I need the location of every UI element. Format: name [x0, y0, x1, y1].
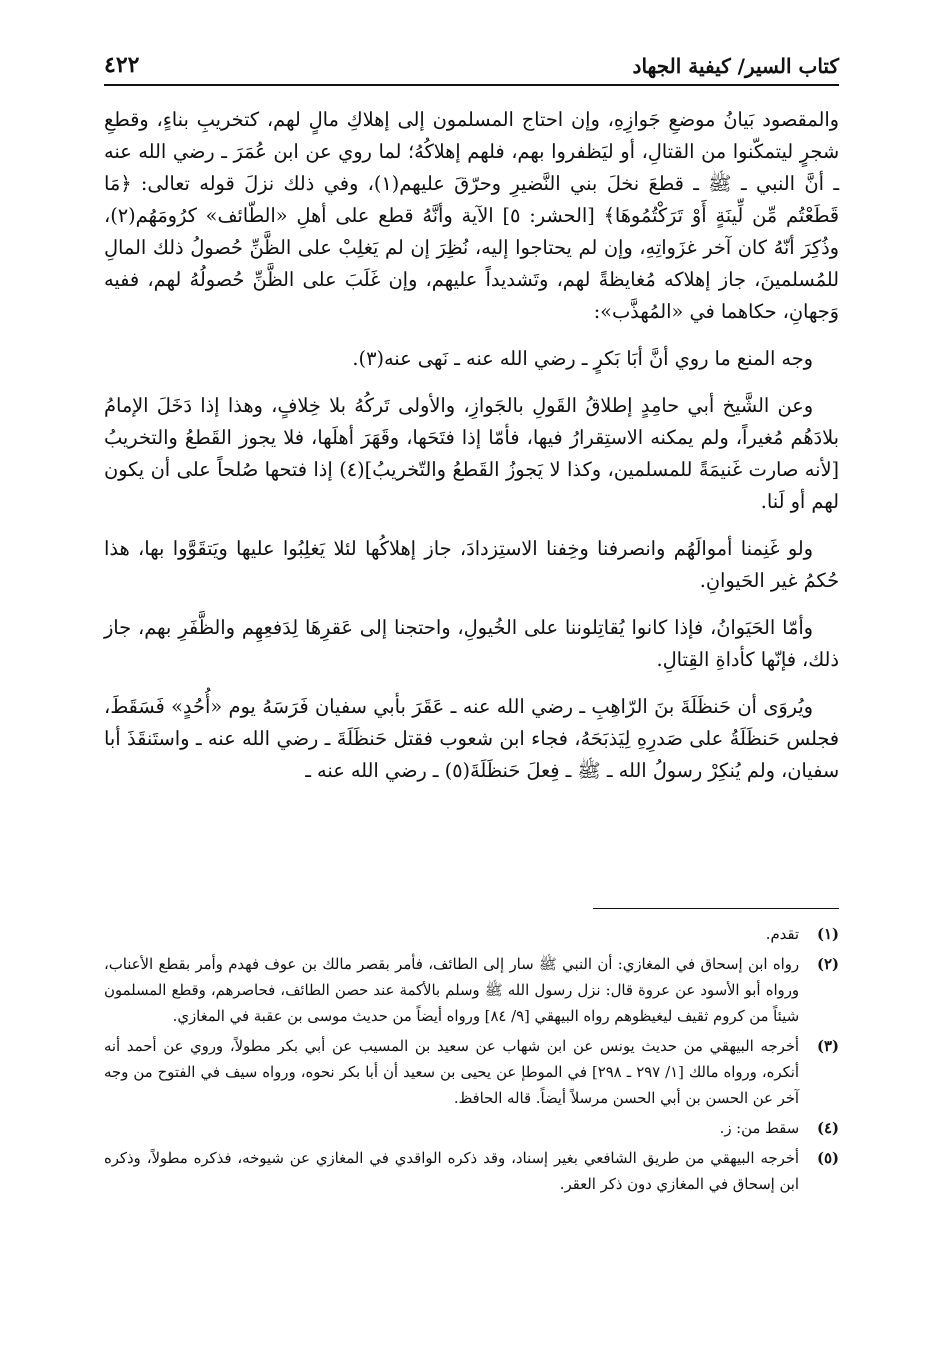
running-title: كتاب السير/ كيفية الجهاد [632, 54, 839, 78]
footnote-number: (٤) [817, 1120, 839, 1137]
page-number: ٤٢٢ [104, 52, 140, 78]
paragraph-1: والمقصود بَيانُ موضعِ جَوازِهِ، وإن احتاج المسلمون إلى إهلاكِ مالٍ لهم، كتخريبِ بناءٍ، وقطعِ شجرٍ ليتمكّنوا من القتالِ، أو ليَظفروا بهم، فلهم إهلاكُهُ؛ لما روي عن ابن عُمَرَ ـ رضي الله عنه ـ أنَّ النبي ـ ﷺ ـ قطعَ نخلَ بني النَّضيرِ وحرّقَ عليهم(١)، وفي ذلك نزلَ قوله تعالى: ﴿مَا قَطَعْتُم مِّن لِّينَةٍ أَوْ تَرَكْتُمُوهَا﴾ [الحشر: ٥] الآية وأنَّهُ قطع على أهلِ «الطّائف» كرُومَهُم(٢)، وذُكِرَ أنّهُ كان آخر غزَواتِهِ، وإن لم يحتاجوا إليه، نُظِرَ إن لم يَغلِبْ على الظَّنِّ حُصولُ ذلك المالِ للمُسلمينَ، جاز إهلاكه مُغايظةً لهم، وتَشديداً عليهم، وإن غَلَبَ على الظَّنِّ حُصولُهُ لهم، ففيه وَجهانِ، حكاهما في «المُهذَّب»: [104, 108, 839, 323]
footnote-number: (٣) [817, 1038, 839, 1055]
paragraph-2: وجه المنع ما روي أنَّ أبَا بَكرٍ ـ رضي الله عنه ـ نَهى عنه(٣). [352, 347, 813, 370]
footnote-1 [104, 922, 839, 948]
footnote-text: سقط من: ز. [719, 1120, 799, 1137]
footnote-divider [593, 908, 839, 909]
footnote-2 [104, 952, 839, 1030]
footnote-number: (٥) [817, 1150, 839, 1167]
paragraph-3: وعن الشَّيخ أبي حامِدٍ إطلاقُ القَولِ بالجَوازِ، والأولى تَركُهُ بلا خِلافٍ، وهذا إذا دَخَلَ الإمامُ بلادَهُم مُغيراً، ولم يمكنه الاستِقرارُ فيها، فأمّا إذا فتَحَها، وقَهَرَ أهلَها، فلا يجوز القَطعُ والتخريبُ [لأنه صارت غَنيمَةً للمسلمين، وكذا لا يَجوزُ القَطعُ والتّخريبُ](٤) إذا فتحها صُلحاً على أن يكون لهم أو لَنا. [104, 394, 839, 513]
paragraph-6: ويُروَى أن حَنظَلَةَ بنَ الرّاهِبِ ـ رضي الله عنه ـ عَقَرَ بأبي سفيان فَرَسَهُ يوم «أُحُدٍ» فَسَقَطَ، فجلس حَنظَلَةُ على صَدرِهِ لِيَذبَحَهُ، فجاء ابن شعوب فقتل حَنظَلَةَ ـ رضي الله عنه ـ واستَنقَذَ أبا سفيان، ولم يُنكِرْ رسولُ الله ـ ﷺ ـ فِعلَ حَنظَلَةَ(٥) ـ رضي الله عنه ـ [104, 695, 839, 782]
footnote-text: أخرجه البيهقي من حديث يونس عن ابن شهاب عن سعيد بن المسيب عن أبي بكر مطولاً، وروي عن أحمد أنه أنكره، ورواه مالك [١/ ٢٩٧ ـ ٢٩٨] في الموطإ عن يحيى بن سعيد أن أبا بكر نحوه، ورواه سيف في الفتوح من وجه آخر عن الحسن بن أبي الحسن مرسلاً أيضاً. قاله الحافظ. [104, 1038, 799, 1107]
footnote-number: (٢) [817, 956, 839, 973]
footnote-text: تقدم. [765, 926, 799, 943]
footnote-text: رواه ابن إسحاق في المغازي: أن النبي ﷺ سار إلى الطائف، فأمر بقصر مالك بن عوف فهدم وأمر بقطع الأعناب، ورواه أبو الأسود عن عروة قال: نزل رسول الله ﷺ وسلم بالأكمة عند حصن الطائف، فحاصرهم، وقطع المسلمون شيئاً من كروم ثقيف ليغيظوهم رواه البيهقي [٩/ ٨٤] ورواه أيضاً من حديث موسى بن عقبة في المغازي. [104, 956, 799, 1025]
footnote-4 [104, 1116, 839, 1142]
footnote-number: (١) [817, 926, 839, 943]
footnote-3 [104, 1034, 839, 1112]
footnote-5 [104, 1146, 839, 1198]
footnote-text: أخرجه البيهقي من طريق الشافعي بغير إسناد، وقد ذكره الواقدي في المغازي عن شيوخه، فذكره مطولاً، وذكره ابن إسحاق في المغازي دون ذكر العقر. [104, 1150, 799, 1193]
paragraph-5: وأمّا الحَيَوانُ، فإذا كانوا يُقاتِلوننا على الخُيولِ، واحتجنا إلى عَقرِهَا لِدَفعِهِم والظَّفَرِ بهم، جاز ذلك، فإنّها كأداةِ القِتالِ. [104, 616, 839, 671]
paragraph-4: ولو غَنِمنا أموالَهُم وانصرفنا وخِفنا الاستِزدادَ، جاز إهلاكُها لئلا يَغلِبُوا عليها ويَتقَوَّوا بها، هذا حُكمُ غير الحَيوانِ. [104, 537, 839, 592]
footnotes [104, 922, 839, 1202]
main-text [104, 104, 839, 802]
running-header [104, 44, 839, 86]
